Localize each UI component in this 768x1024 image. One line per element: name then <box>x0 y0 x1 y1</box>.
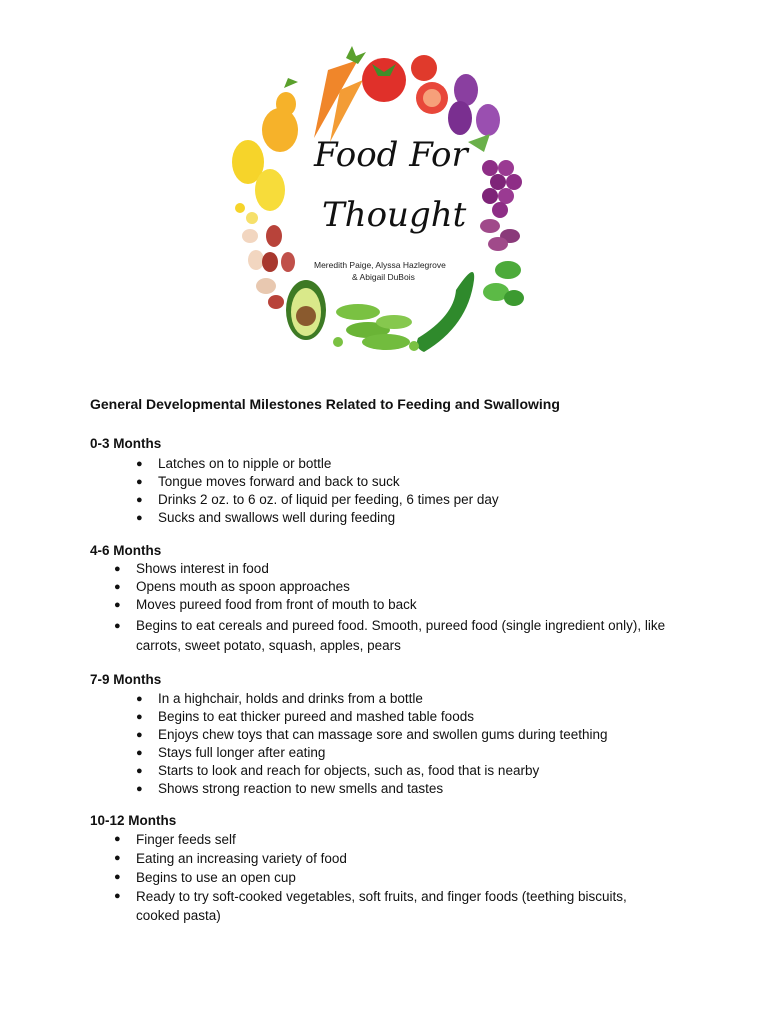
list-item: ● Begins to eat thicker pureed and mashed table foods <box>136 709 474 724</box>
list-item: ● Stays full longer after eating <box>136 745 326 760</box>
list-10-12-months <box>114 830 674 925</box>
section-title-7-9-months: 7-9 Months <box>90 672 162 687</box>
cucumber-icon <box>417 272 474 352</box>
section-title-10-12-months: 10-12 Months <box>90 813 177 828</box>
list-item: ● Tongue moves forward and back to suck <box>136 474 400 489</box>
list-item: ● Starts to look and reach for objects, such as, food that is nearby <box>136 763 540 778</box>
bean-icon <box>242 225 295 309</box>
peas-icon <box>333 304 419 351</box>
bullet-icon: ● <box>114 563 121 575</box>
bullet-icon: ● <box>136 476 143 488</box>
bullet-icon: ● <box>136 729 143 741</box>
bullet-icon: ● <box>114 599 121 611</box>
list-7-9-months <box>136 690 716 798</box>
bullet-icon: ● <box>136 783 143 795</box>
avocado-icon <box>286 280 326 340</box>
purple-leaf-icon <box>448 74 500 136</box>
green-leaf-icon <box>483 261 524 306</box>
logo-title-line2: Thought <box>322 195 467 235</box>
bullet-icon: ● <box>114 890 121 902</box>
bullet-icon: ● <box>136 494 143 506</box>
list-item: ● Sucks and swallows well during feeding <box>136 510 396 525</box>
pear-icon <box>262 78 298 152</box>
logo-authors-line1: Meredith Paige, Alyssa Hazlegrove <box>314 260 446 270</box>
lemon-icon <box>232 140 285 224</box>
list-item: ● Enjoys chew toys that can massage sore and swollen gums during teething <box>136 727 608 742</box>
list-item: ● Eating an increasing variety of food <box>114 851 347 866</box>
list-4-6-months <box>114 560 694 656</box>
food-for-thought-logo <box>218 30 548 370</box>
bullet-icon: ● <box>136 747 143 759</box>
bullet-icon: ● <box>114 620 121 632</box>
list-item: ● Drinks 2 oz. to 6 oz. of liquid per feeding, 6 times per day <box>136 492 499 507</box>
list-item: ● Ready to try soft-cooked vegetables, soft fruits, and finger foods (teething biscuits, cooked pasta) <box>114 889 627 923</box>
purple-bean-icon <box>480 219 520 251</box>
bullet-icon: ● <box>114 871 121 883</box>
list-item: ● In a highchair, holds and drinks from a bottle <box>136 691 423 706</box>
bullet-icon: ● <box>114 852 121 864</box>
list-item: ● Begins to eat cereals and pureed food. Smooth, pureed food (single ingredient only), like carrots, sweet potato, squash, apples, pears <box>114 618 666 653</box>
bullet-icon: ● <box>136 512 143 524</box>
tomato-icon <box>362 55 448 114</box>
list-item: ● Opens mouth as spoon approaches <box>114 579 350 594</box>
list-item: ● Begins to use an open cup <box>114 870 296 885</box>
bullet-icon: ● <box>114 581 121 593</box>
logo-authors-line2: & Abigail DuBois <box>352 272 415 282</box>
bullet-icon: ● <box>114 833 121 845</box>
bullet-icon: ● <box>136 458 143 470</box>
list-item: ● Latches on to nipple or bottle <box>136 456 332 471</box>
document-heading: General Developmental Milestones Related to Feeding and Swallowing <box>90 396 560 412</box>
list-item: ● Finger feeds self <box>114 832 236 847</box>
section-title-4-6-months: 4-6 Months <box>90 543 162 558</box>
list-0-3-months <box>136 455 696 527</box>
bullet-icon: ● <box>136 765 143 777</box>
logo-title-line1: Food For <box>314 135 468 175</box>
list-item: ● Shows interest in food <box>114 561 269 576</box>
grapes-icon <box>468 134 522 218</box>
carrot-icon <box>314 46 366 142</box>
list-item: ● Moves pureed food from front of mouth to back <box>114 597 417 612</box>
list-item: ● Shows strong reaction to new smells and tastes <box>136 781 444 796</box>
section-title-0-3-months: 0-3 Months <box>90 436 162 451</box>
bullet-icon: ● <box>136 711 143 723</box>
bullet-icon: ● <box>136 693 143 705</box>
